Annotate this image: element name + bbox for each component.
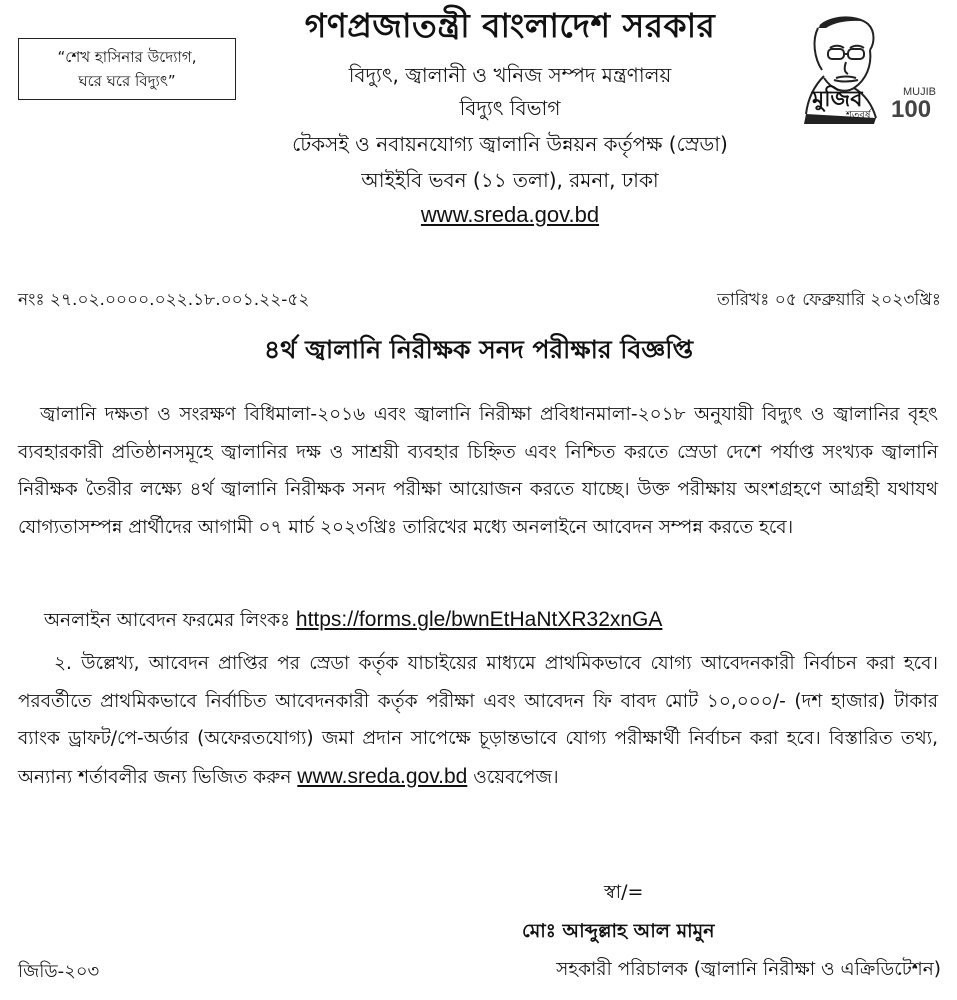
application-link-line [44,603,662,638]
notice-paragraph-2 [18,645,938,796]
office-address: আইইবি ভবন (১১ তলা), রমনা, ঢাকা [361,168,659,192]
slogan-box [18,38,236,100]
emblem-subtitle: শতবর্ষ [846,110,871,121]
memo-number: নংঃ ২৭.০২.০০০০.০২২.১৮.০০১.২২-৫২ [18,290,310,310]
application-form-link[interactable]: https://forms.gle/bwnEtHaNtXR32xnGA [295,608,663,631]
division-name: বিদ্যুৎ বিভাগ [459,96,561,120]
signatory-name: মোঃ আব্দুল্লাহ আল মামুন [522,920,715,942]
letterhead [250,0,770,232]
paragraph-2-website-link[interactable]: www.sreda.gov.bd [297,764,468,788]
notice-title: ৪র্থ জ্বালানি নিরীক্ষক সনদ পরীক্ষার বিজ্ঞপ্তি [264,335,693,364]
memo-date: তারিখঃ ০৫ ফেব্রুয়ারি ২০২৩খ্রিঃ [717,290,941,310]
application-link-label: অনলাইন আবেদন ফরমের লিংকঃ [44,610,296,631]
paragraph-2-text: ২. উল্লেখ্য, আবেদন প্রাপ্তির পর স্রেডা কর্তৃক যাচাইয়ের মাধ্যমে প্রাথমিকভাবে যোগ্য আবেদনকারী নির্বাচন করা হবে। পরবর্তীতে প্রাথমিকভাবে নির্বাচিত আবেদনকারী কর্তৃক পরীক্ষা এবং আবেদন ফি বাবদ মোট ১০,০০০/- (দশ হাজার) টাকার ব্যাংক ড্রাফট/পে-অর্ডার (অফেরতযোগ্য) জমা প্রদান সাপেক্ষে চূড়ান্তভাবে যোগ্য পরীক্ষার্থী নির্বাচন করা হবে। বিস্তারিত তথ্য, অন্যান্য শর্তাবলীর জন্য ভিজিত করুন [18,653,938,788]
emblem-hundred: 100 [891,96,932,123]
emblem-mujib-label: MUJIB [903,86,936,98]
ministry-name: বিদ্যুৎ, জ্বালানী ও খনিজ সম্পদ মন্ত্রণালয় [348,63,672,87]
government-title: গণপ্রজাতন্ত্রী বাংলাদেশ সরকার [304,6,716,45]
notice-paragraph-1: জ্বালানি দক্ষতা ও সংরক্ষণ বিধিমালা-২০১৬ এবং জ্বালানি নিরীক্ষা প্রবিধানমালা-২০১৮ অনুযায়ী বিদ্যুৎ ও জ্বালানির বৃহৎ ব্যবহারকারী প্রতিষ্ঠানসমূহে জ্বালানির দক্ষ ও সাশ্রয়ী ব্যবহার চিহ্নিত এবং নিশ্চিত করতে স্রেডা দেশে পর্যাপ্ত সংখ্যক জ্বালানি নিরীক্ষক তৈরীর লক্ষ্যে ৪র্থ জ্বালানি নিরীক্ষক সনদ পরীক্ষা আয়োজন করতে যাচ্ছে। উক্ত পরীক্ষায় অংশগ্রহণে আগ্রহী যথাযথ যোগ্যতাসম্পন্ন প্রার্থীদের আগামী ০৭ মার্চ ২০২৩খ্রিঃ তারিখের মধ্যে অনলাইনে আবেদন সম্পন্ন করতে হবে। [18,404,938,538]
slogan-line-1: “শেখ হাসিনার উদ্যোগ, [57,48,197,66]
slogan-line-2: ঘরে ঘরে বিদ্যুৎ” [78,72,176,90]
signatory-title: সহকারী পরিচালক (জ্বালানি নিরীক্ষা ও এক্রিডিটেশন) [556,959,941,980]
header-website-link[interactable]: www.sreda.gov.bd [420,202,600,227]
gd-number: জিডি-২০৩ [18,961,100,982]
signature-mark: স্বা/= [604,881,644,903]
paragraph-2-end: ওয়েবপেজ। [467,766,559,788]
authority-name: টেকসই ও নবায়নযোগ্য জ্বালানি উন্নয়ন কর্তৃপক্ষ (স্রেডা) [292,132,728,156]
emblem-mujib-bangla: মুজিব [812,87,863,112]
